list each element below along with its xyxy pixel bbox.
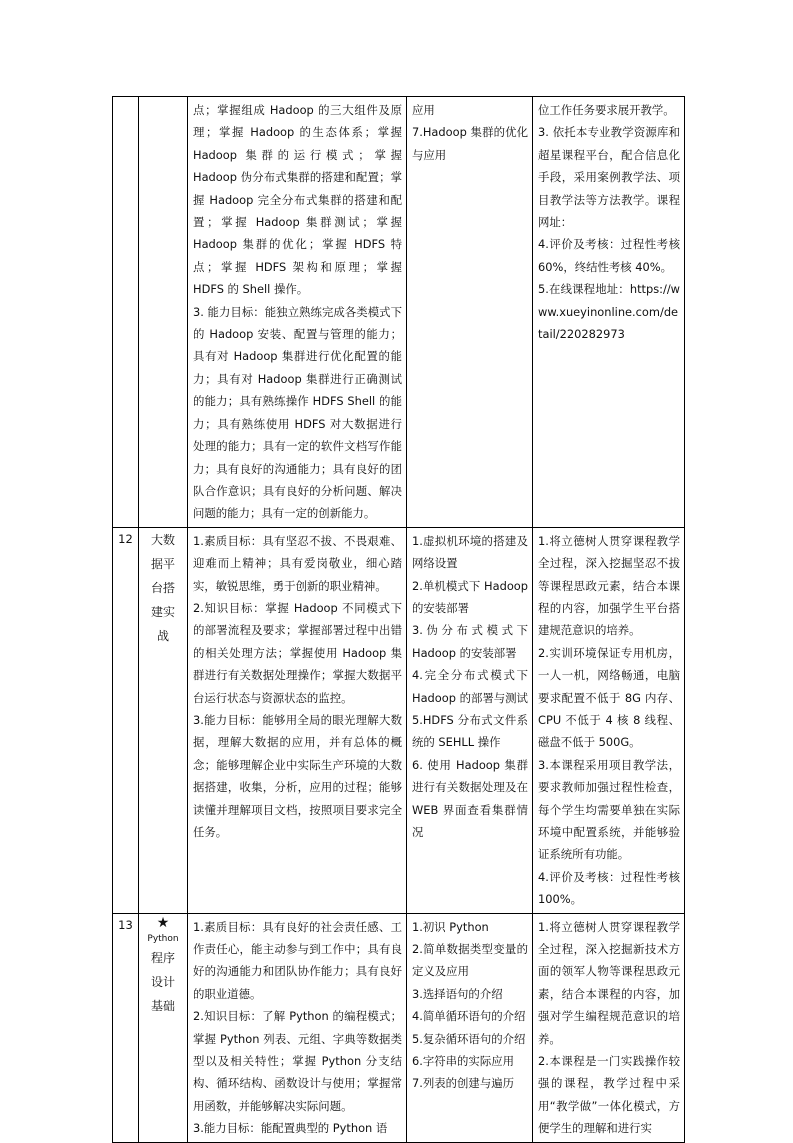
teaching-requirement-cell <box>533 913 685 1142</box>
content-item: 7.Hadoop 集群的优化与应用 <box>412 125 528 162</box>
course-name-line: 建实 <box>150 604 175 619</box>
requirement-item: 1.将立德树人贯穿课程教学全过程，深入挖掘新技术方面的领军人物等课程思政元素，结合本课程的内容，加强对学生编程规范意识的培养。 <box>538 919 680 1046</box>
content-item: 4.完全分布式模式下 Hadoop 的部署与测试 <box>412 668 528 705</box>
goal-paragraph: 3. 能力目标：能独立熟练完成各类模式下的 Hadoop 安装、配置与管理的能力；具有对 Hadoop 集群进行优化配置的能力；具有对 Hadoop 集群进行正确测试的能力；具有熟练操作 HDFS Shell 的能力；具有熟练使用 HDFS 对大数据进行处理的能力；具有一定的软件文档写作能力；具有良好的沟通能力；具有良好的团队合作意识；具有良好的分析问题、解决问题的能力；具有一定的创新能力。 <box>193 304 402 521</box>
content-item: 2.简单数据类型变量的定义及应用 <box>412 942 528 979</box>
course-goal-cell <box>188 527 407 913</box>
content-item: 3.伪分布式模式下 Hadoop 的安装部署 <box>412 623 528 660</box>
course-content-cell <box>407 97 533 528</box>
table-row <box>113 913 685 1142</box>
requirement-item: 位工作任务要求展开教学。 <box>538 103 675 117</box>
content-item: 1.虚拟机环境的搭建及网络设置 <box>412 533 528 571</box>
goal-paragraph: 1.素质目标：具有良好的社会责任感、工作责任心，能主动参与到工作中；具有良好的沟通能力和团队协作能力；具有良好的职业道德。 <box>193 919 402 1001</box>
content-item: 6. 使用 Hadoop 集群进行有关数据处理及在 WEB 界面查看集群情况 <box>412 757 528 839</box>
goal-paragraph: 2.知识目标：了解 Python 的编程模式；掌握 Python 列表、元组、字典等数据类型以及相关特性；掌握 Python 分支结构、循环结构、函数设计与使用；掌握常用函数，并能够解决实际问题。 <box>193 1009 402 1113</box>
content-item: 3.选择语句的介绍 <box>412 986 503 1001</box>
course-name-line: 基础 <box>150 998 175 1013</box>
goal-paragraph: 点；掌握组成 Hadoop 的三大组件及原理；掌握 Hadoop 的生态体系；掌握 Hadoop 集群的运行模式；掌握 Hadoop 伪分布式集群的搭建和配置；掌握 Hadoop 完全分布式集群的搭建和配置；掌握 Hadoop 集群测试；掌握 Hadoop 集群的优化；掌握 HDFS 特点；掌握 HDFS 架构和原理；掌握 HDFS 的 Shell 操作。 <box>193 103 402 297</box>
course-name-latin: Python <box>147 933 179 944</box>
content-item: 4.简单循环语句的介绍 <box>412 1009 526 1024</box>
course-name-cell <box>139 913 188 1142</box>
core-course-star-icon: ★ <box>156 914 170 931</box>
course-number-cell: 12 <box>113 527 139 913</box>
course-number-cell: 13 <box>113 913 139 1142</box>
course-name-cell <box>139 97 188 528</box>
requirement-item: 3.本课程采用项目教学法，要求教师加强过程性检查，每个学生均需要单独在实际环境中配置系统，并能够验证系统所有功能。 <box>538 757 680 862</box>
table-row <box>113 97 685 528</box>
table-row <box>113 527 685 913</box>
content-item: 5.复杂循环语句的介绍 <box>412 1031 526 1046</box>
course-name-line: 大数 <box>150 532 175 547</box>
teaching-requirement-cell <box>533 97 685 528</box>
goal-paragraph: 1.素质目标：具有坚忍不拔、不畏艰难、迎难而上精神；具有爱岗敬业，细心踏实，敏锐思维，勇于创新的职业精神。 <box>193 533 402 593</box>
teaching-requirement-cell <box>533 527 685 913</box>
course-content-cell <box>407 527 533 913</box>
course-name-cell <box>139 527 188 913</box>
requirement-item: 2.本课程是一门实践操作较强的课程，教学过程中采用“教学做”一体化模式，方便学生的理解和进行实 <box>538 1054 680 1136</box>
goal-paragraph: 3.能力目标：能够用全局的眼光理解大数据，理解大数据的应用，并有总体的概念；能够理解企业中实际生产环境的大数据搭建，收集，分析，应用的过程；能够读懂并理解项目文档，按照项目要求完全任务。 <box>193 712 402 839</box>
course-content-cell <box>407 913 533 1142</box>
requirement-item: 5.在线课程地址：https://www.xueyinonline.com/detail/220282973 <box>538 282 680 342</box>
content-item: 5.HDFS 分布式文件系统的 SEHLL 操作 <box>412 712 528 750</box>
goal-paragraph: 2.知识目标：掌握 Hadoop 不同模式下的部署流程及要求；掌握部署过程中出错的相关处理方法；掌握使用 Hadoop 集群进行有关数据处理操作；掌握大数据平台运行状态与资源状态的监控。 <box>193 600 402 705</box>
course-name-line: 战 <box>156 628 169 643</box>
content-item: 6.字符串的实际应用 <box>412 1054 514 1069</box>
content-item: 应用 <box>412 103 435 117</box>
course-number-cell <box>113 97 139 528</box>
requirement-item: 4.评价及考核：过程性考核 60%，终结性考核 40%。 <box>538 237 680 274</box>
course-name-line: 据平 <box>150 556 175 571</box>
course-name-line: 设计 <box>150 974 175 989</box>
curriculum-table <box>112 96 685 1143</box>
course-name-line: 程序 <box>150 950 175 965</box>
course-goal-cell <box>188 913 407 1142</box>
course-goal-cell <box>188 97 407 528</box>
content-item: 1.初识 Python <box>412 919 489 934</box>
goal-paragraph: 3.能力目标：能配置典型的 Python 语 <box>193 1121 388 1136</box>
requirement-item: 3. 依托本专业教学资源库和超星课程平台，配合信息化手段，采用案例教学法、项目教学法等方法教学。课程网址： <box>538 125 680 230</box>
course-name-line: 台搭 <box>150 580 175 595</box>
requirement-item: 2.实训环境保证专用机房，一人一机，网络畅通，电脑要求配置不低于 8G 内存、CPU 不低于 4 核 8 线程、磁盘不低于 500G。 <box>538 645 680 750</box>
content-item: 7.列表的创建与遍历 <box>412 1076 514 1091</box>
content-item: 2.单机模式下 Hadoop 的安装部署 <box>412 578 528 615</box>
requirement-item: 4.评价及考核：过程性考核 100%。 <box>538 869 680 907</box>
requirement-item: 1.将立德树人贯穿课程教学全过程，深入挖掘坚忍不拔等课程思政元素，结合本课程的内容，加强学生平台搭建规范意识的培养。 <box>538 533 680 638</box>
